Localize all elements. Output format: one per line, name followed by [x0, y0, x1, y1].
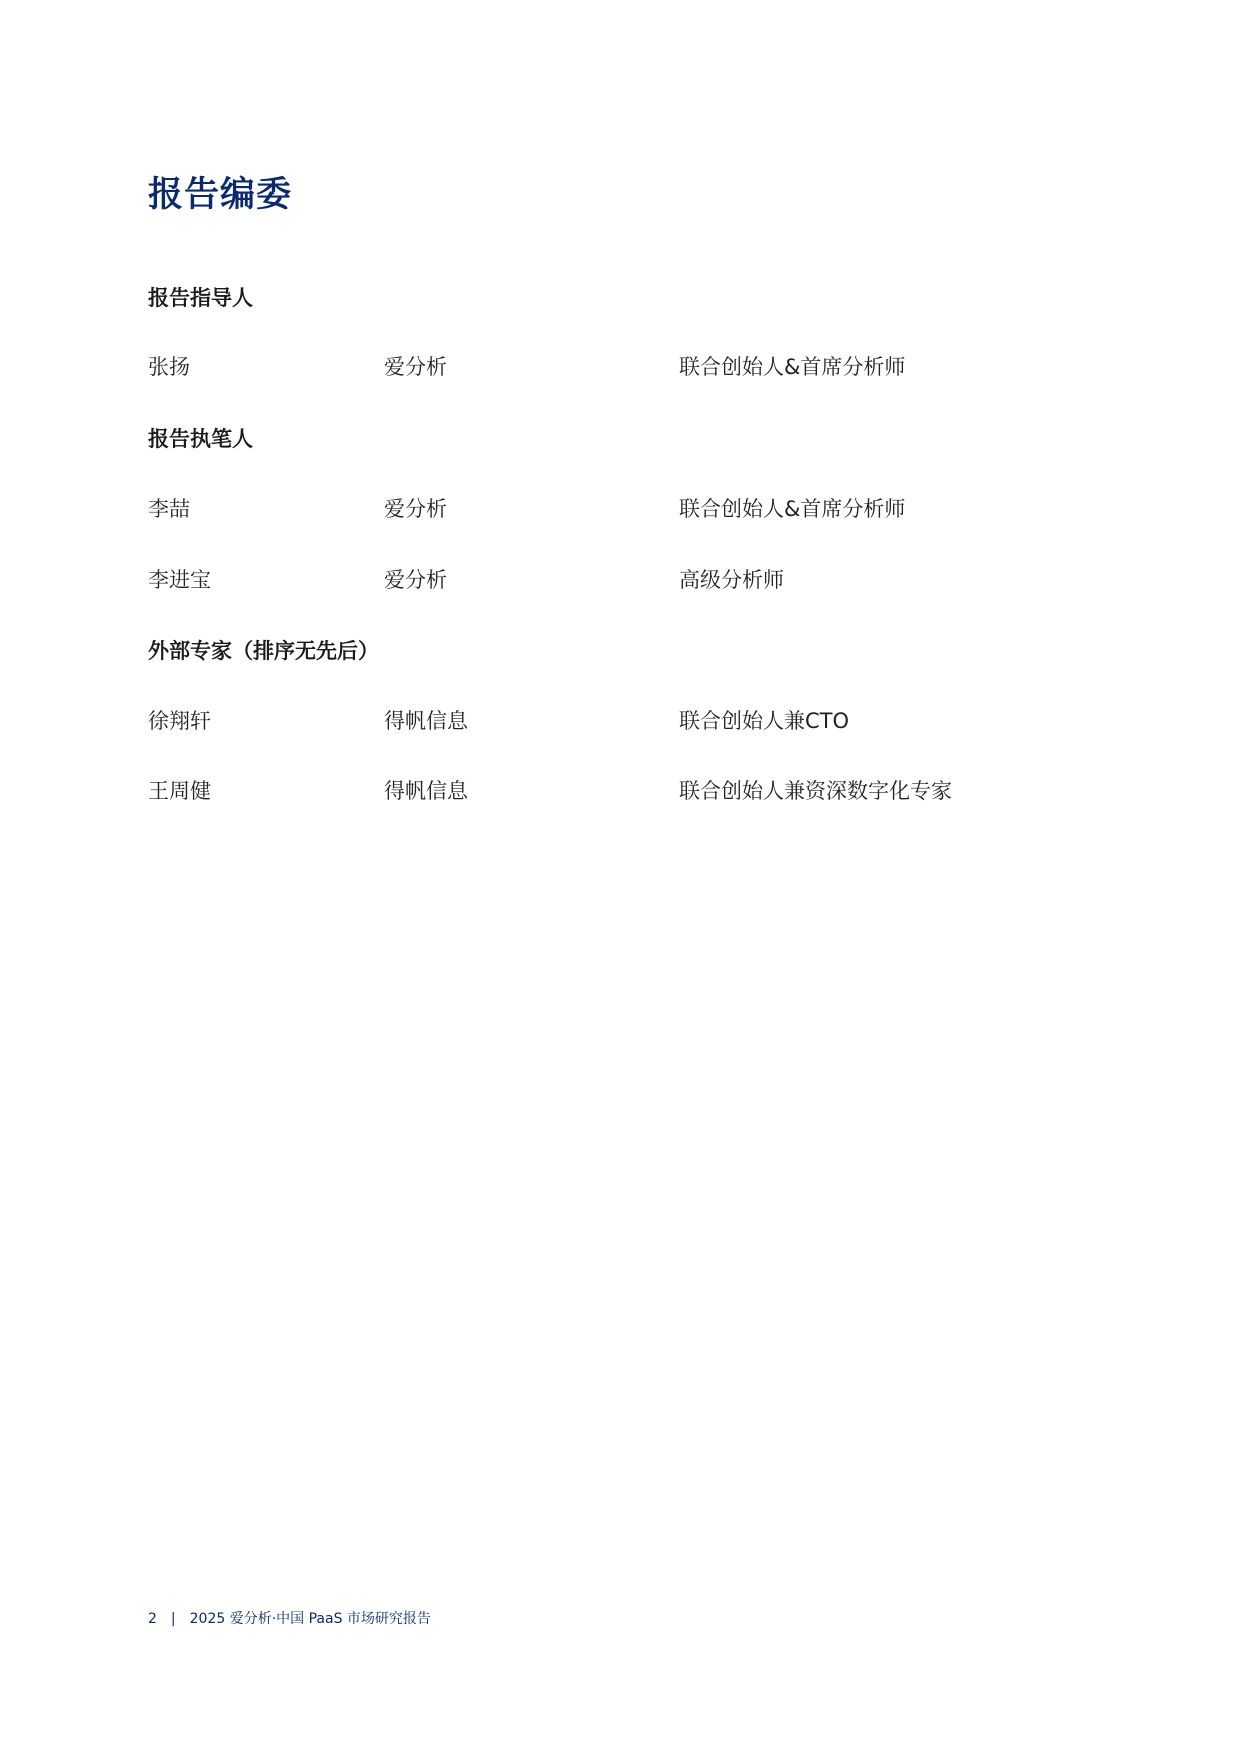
- member-role: 联合创始人兼CTO: [679, 709, 850, 733]
- page-footer: [148, 1612, 431, 1626]
- page-title: 报告编委: [148, 175, 293, 215]
- member-role: 联合创始人&首席分析师: [679, 497, 906, 521]
- member-row: [148, 570, 1108, 600]
- section-heading-advisors: 报告指导人: [148, 286, 253, 310]
- member-name: 王周健: [148, 779, 211, 803]
- member-org: 爱分析: [384, 355, 447, 379]
- member-name: 徐翔轩: [148, 709, 211, 733]
- member-row: [148, 499, 1108, 529]
- member-name: 李进宝: [148, 568, 211, 592]
- member-role: 联合创始人&首席分析师: [679, 355, 906, 379]
- member-row: [148, 711, 1108, 741]
- member-role: 高级分析师: [679, 568, 784, 592]
- member-row: [148, 781, 1108, 811]
- section-heading-authors: 报告执笔人: [148, 427, 253, 451]
- section-heading-external-experts: 外部专家（排序无先后）: [148, 639, 379, 663]
- member-name: 李喆: [148, 497, 190, 521]
- member-org: 爱分析: [384, 568, 447, 592]
- footer-separator: |: [170, 1611, 176, 1627]
- member-name: 张扬: [148, 355, 190, 379]
- footer-report-title: 2025 爱分析·中国 PaaS 市场研究报告: [189, 1611, 431, 1627]
- member-org: 得帆信息: [384, 709, 468, 733]
- member-row: [148, 357, 1108, 387]
- member-role: 联合创始人兼资深数字化专家: [679, 779, 952, 803]
- member-org: 得帆信息: [384, 779, 468, 803]
- member-org: 爱分析: [384, 497, 447, 521]
- page-number: 2: [148, 1611, 157, 1627]
